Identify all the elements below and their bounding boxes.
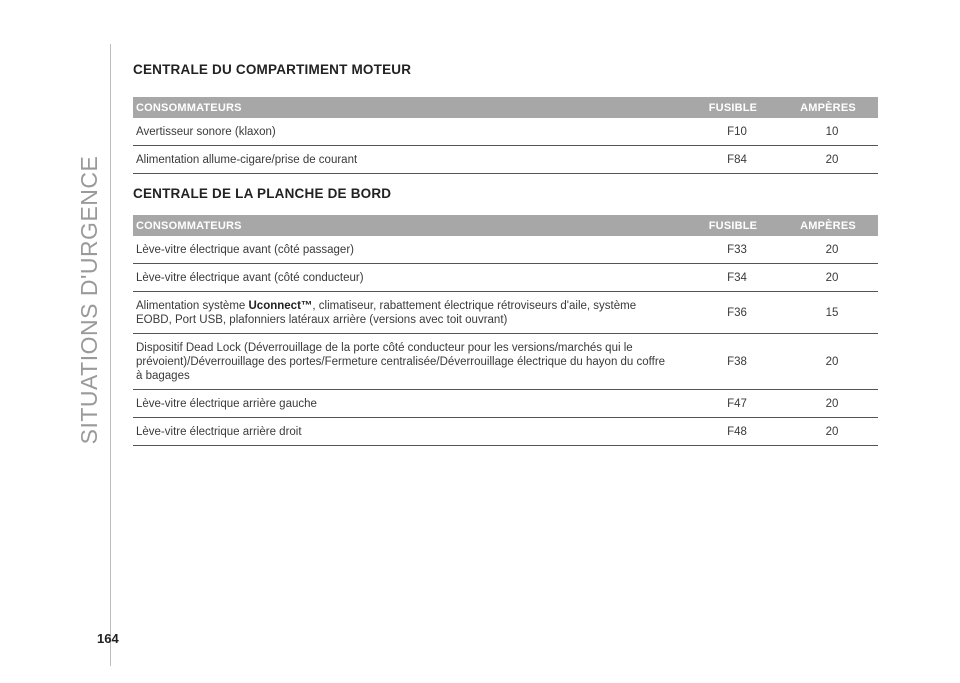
consumer-cell: Lève-vitre électrique arrière gauche <box>133 390 688 418</box>
page-content <box>133 62 878 446</box>
amps-cell: 20 <box>783 264 878 292</box>
table-row <box>133 264 878 292</box>
table-row <box>133 292 878 334</box>
table-row <box>133 390 878 418</box>
table-row <box>133 118 878 146</box>
column-header-fuse: FUSIBLE <box>688 97 783 118</box>
column-header-consumers: CONSOMMATEURS <box>133 215 688 236</box>
fuse-table-engine <box>133 97 878 174</box>
section-title-dashboard: CENTRALE DE LA PLANCHE DE BORD <box>133 186 392 201</box>
table-header-row <box>133 215 878 236</box>
table-header-row <box>133 97 878 118</box>
amps-cell: 20 <box>783 334 878 390</box>
table-row <box>133 236 878 264</box>
fuse-cell: F38 <box>688 334 783 390</box>
column-header-amps: AMPÈRES <box>783 215 878 236</box>
amps-cell: 20 <box>783 418 878 446</box>
brand-name: Uconnect™ <box>248 299 313 312</box>
consumer-cell <box>133 292 688 334</box>
consumer-cell: Lève-vitre électrique arrière droit <box>133 418 688 446</box>
amps-cell: 15 <box>783 292 878 334</box>
amps-cell: 10 <box>783 118 878 146</box>
column-header-consumers: CONSOMMATEURS <box>133 97 688 118</box>
consumer-cell: Avertisseur sonore (klaxon) <box>133 118 688 146</box>
table-row <box>133 334 878 390</box>
column-header-fuse: FUSIBLE <box>688 215 783 236</box>
fuse-cell: F36 <box>688 292 783 334</box>
section-title-engine: CENTRALE DU COMPARTIMENT MOTEUR <box>133 62 412 77</box>
fuse-cell: F47 <box>688 390 783 418</box>
fuse-cell: F48 <box>688 418 783 446</box>
table-row <box>133 146 878 174</box>
side-divider <box>110 44 111 666</box>
fuse-table-dashboard <box>133 215 878 446</box>
fuse-cell: F34 <box>688 264 783 292</box>
fuse-cell: F84 <box>688 146 783 174</box>
consumer-cell: Alimentation allume-cigare/prise de courant <box>133 146 688 174</box>
chapter-side-title-text: SITUATIONS D'URGENCE <box>76 155 102 445</box>
column-header-amps: AMPÈRES <box>783 97 878 118</box>
fuse-cell: F33 <box>688 236 783 264</box>
amps-cell: 20 <box>783 236 878 264</box>
consumer-cell: Lève-vitre électrique avant (côté conducteur) <box>133 264 688 292</box>
fuse-cell: F10 <box>688 118 783 146</box>
consumer-cell: Lève-vitre électrique avant (côté passager) <box>133 236 688 264</box>
table-row <box>133 418 878 446</box>
page-number: 164 <box>97 631 119 646</box>
consumer-text-post: , climatiseur, rabattement électrique rétroviseurs d'aile, système EOBD, Port USB, plafonniers latéraux arrière (versions avec toit ouvrant) <box>136 299 637 326</box>
consumer-cell: Dispositif Dead Lock (Déverrouillage de la porte côté conducteur pour les versions/marchés qui le prévoient)/Déverrouillage des portes/Fermeture centralisée/Déverrouillage électrique du hayon du coffre à bagages <box>133 334 688 390</box>
amps-cell: 20 <box>783 146 878 174</box>
consumer-text-pre: Alimentation système <box>136 299 249 312</box>
amps-cell: 20 <box>783 390 878 418</box>
